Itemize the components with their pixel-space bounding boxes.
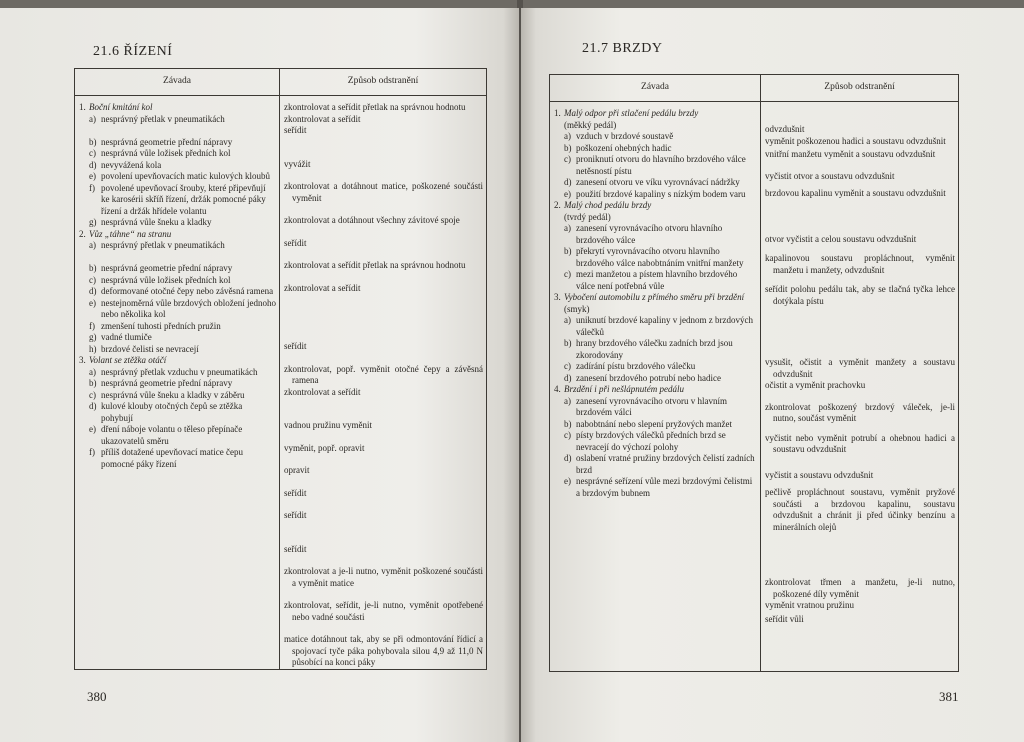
fault-marker: h) — [89, 343, 97, 354]
remedy-item: seřídit — [284, 125, 307, 135]
fault-item — [550, 154, 760, 177]
fault-text: nabobtnání nebo slepení pryžových manžet — [576, 418, 732, 429]
fault-marker: c) — [89, 274, 96, 285]
fault-text: nesprávný přetlak v pneumatikách — [101, 240, 225, 250]
remedy-item: vyčistit a soustavu odvzdušnit — [765, 469, 874, 480]
fault-text: Volant se ztěžka otáčí — [89, 355, 167, 365]
fault-text: nestejnoměrná vůle brzdových obložení jednoho nebo několika kol — [101, 297, 276, 319]
fault-item — [550, 177, 760, 189]
remedy-item: zkontrolovat a dotáhnout všechny závitové spoje — [284, 215, 460, 225]
fault-text: vzduch v brzdové soustavě — [576, 131, 674, 141]
fault-marker: c) — [89, 389, 96, 400]
fault-marker: 3. — [554, 292, 561, 302]
remedy-item: zkontrolovat a dotáhnout matice, poškozené součásti vyměnit — [284, 181, 483, 203]
fault-text: (měkký pedál) — [564, 119, 617, 130]
fault-text: příliš dotažené upevňovací matice čepu pomocné páky řízení — [101, 447, 243, 469]
fault-section-heading — [550, 200, 760, 212]
fault-item — [550, 223, 760, 246]
fault-item — [75, 137, 279, 149]
remedy-item: seřídit polohu pedálu tak, aby se tlačná tyčka lehce dotýkala pístu — [765, 284, 955, 306]
page-number-right: 381 — [939, 689, 959, 704]
fault-item — [75, 367, 279, 379]
fault-marker: 2. — [79, 228, 86, 239]
fault-item — [550, 246, 760, 269]
fault-item — [75, 401, 279, 424]
fault-item — [75, 160, 279, 172]
fault-text: (smyk) — [564, 303, 590, 314]
remedy-item: zkontrolovat a seřídit přetlak na správnou hodnotu — [284, 102, 466, 112]
page-number-left: 380 — [87, 689, 107, 704]
fault-item — [75, 183, 279, 218]
fault-text: písty brzdových válečků předních brzd se nevracejí do výchozí polohy — [576, 430, 726, 452]
fault-section-heading — [550, 384, 760, 396]
remedy-item: seřídit — [284, 237, 307, 248]
fault-text: oslabení vratné pružiny brzdových čelistí zadních brzd — [576, 453, 755, 475]
remedy-item: zkontrolovat poškozený brzdový váleček, je-li nutno, součást vyměnit — [765, 401, 955, 423]
remedy-item: zkontrolovat, seřídit, je-li nutno, vyměnit opotřebené nebo vadné součásti — [284, 600, 483, 622]
section-title-steering: 21.6 ŘÍZENÍ — [93, 44, 173, 59]
fault-item — [75, 125, 279, 137]
fault-text: mezi manžetou a pístem hlavního brzdového válce není potřebná vůle — [576, 269, 738, 291]
fault-item — [75, 447, 279, 470]
fault-text: nesprávná vůle ložisek předních kol — [101, 148, 231, 158]
fault-item — [75, 171, 279, 183]
fault-marker: b) — [564, 246, 572, 256]
remedy-item: pečlivě propláchnout soustavu, vyměnit pryžové součásti a brzdovou kapalinu, soustavu odvzdušnit a chránit ji před účinky benzínu a minerálních olejů — [765, 487, 955, 532]
fault-marker: b) — [564, 338, 572, 348]
remedy-item: vadnou pružinu vyměnit — [284, 420, 372, 430]
fault-column — [550, 102, 761, 672]
col-header-fault: Závada — [550, 75, 761, 102]
remedy-item: opravit — [284, 465, 310, 475]
fault-text: uniknutí brzdové kapaliny v jednom z brzdových válečků — [576, 315, 753, 337]
col-header-fault: Závada — [75, 69, 280, 96]
fault-section-heading — [75, 355, 279, 367]
fault-item — [75, 217, 279, 229]
fault-item — [75, 424, 279, 447]
fault-section-heading — [75, 102, 279, 114]
fault-marker: b) — [564, 418, 572, 429]
section-title-brakes: 21.7 BRZDY — [582, 41, 663, 56]
fault-item — [550, 419, 760, 431]
fault-text: vadné tlumiče — [101, 332, 152, 342]
remedy-item: vnitřní manžetu vyměnit a soustavu odvzdušnit — [765, 149, 936, 159]
fault-marker: g) — [89, 332, 97, 342]
remedy-item: seřídit — [284, 543, 307, 554]
fault-marker: 1. — [79, 102, 86, 112]
remedy-item: otvor vyčistit a celou soustavu odvzdušnit — [765, 233, 917, 244]
remedy-item: matice dotáhnout tak, aby se při odmontování řídicí a spojovací tyče páka pohybovala silou 4,9 až 11,0 N působící na konci páky — [284, 634, 483, 667]
fault-text: nesprávný přetlak vzduchu v pneumatikách — [101, 366, 258, 377]
fault-text: překrytí vyrovnávacího otvoru hlavního brzdového válce nabobtnáním vnitřní manžety — [576, 246, 744, 268]
fault-marker: f) — [89, 182, 95, 193]
fault-item — [75, 148, 279, 160]
remedy-item: zkontrolovat třmen a manžetu, je-li nutno, poškozené díly vyměnit — [765, 577, 955, 599]
fault-text: Brzdění i při nešlápnutém pedálu — [564, 384, 684, 394]
fault-item — [550, 269, 760, 292]
fault-marker: c) — [564, 361, 571, 371]
remedy-item: zkontrolovat, popř. vyměnit otočné čepy a závěsná ramena — [284, 363, 483, 385]
fault-item — [550, 304, 760, 316]
fault-marker: a) — [564, 315, 571, 325]
fault-marker: c) — [564, 430, 571, 440]
fault-marker: b) — [89, 263, 97, 273]
remedy-item: zkontrolovat a seřídit — [284, 113, 361, 124]
fault-item — [75, 332, 279, 344]
fault-marker: b) — [564, 142, 572, 153]
fault-marker: f) — [89, 320, 95, 331]
remedy-item: kapalinovou soustavu propláchnout, vyměnit manžetu i manžety, odvzdušnit — [765, 253, 955, 275]
fault-item — [75, 344, 279, 356]
fault-item — [75, 298, 279, 321]
fault-text: povolené upevňovací šrouby, které připevňují ke karosérii skříň řízení, držák pomocné páky řízení a držák hřídele volantu — [101, 182, 266, 216]
remedy-item: odvzdušnit — [765, 124, 805, 134]
fault-text: Malý chod pedálu brzdy — [564, 200, 652, 210]
fault-marker: a) — [564, 223, 571, 233]
fault-text: (tvrdý pedál) — [564, 211, 611, 222]
remedy-item: brzdovou kapalinu vyměnit a soustavu odvzdušnit — [765, 188, 946, 198]
fault-marker: d) — [89, 286, 97, 296]
fault-item — [550, 143, 760, 155]
fault-text: Vybočení automobilu z přímého směru při brzdění — [564, 292, 745, 302]
fault-text: brzdové čelisti se nevracejí — [101, 343, 199, 354]
page-left — [0, 8, 519, 742]
fault-text: zanesení vyrovnávacího otvoru hlavního brzdového válce — [576, 223, 723, 245]
remedy-item: seřídit — [284, 487, 307, 498]
fault-text: zanesení vyrovnávacího otvoru v hlavním brzdovém válci — [576, 395, 727, 417]
fault-text: proniknutí otvoru do hlavního brzdového válce netěsností pístu — [576, 154, 746, 176]
remedy-item: zkontrolovat a seřídit přetlak na správnou hodnotu — [284, 260, 466, 270]
fault-text: poškození ohebných hadic — [576, 142, 672, 153]
fault-text: hrany brzdového válečku zadních brzd jsou zkorodovány — [576, 338, 733, 360]
fault-marker: c) — [89, 148, 96, 158]
fault-item — [75, 275, 279, 287]
remedy-item: vysušit, očistit a vyměnit manžety a soustavu odvzdušnit — [765, 357, 955, 379]
fault-marker: b) — [89, 378, 97, 388]
remedy-item: seřídit — [284, 510, 307, 520]
fault-text: Boční kmitání kol — [89, 102, 153, 112]
fault-marker: 4. — [554, 384, 561, 394]
fault-text: nesprávná geometrie přední nápravy — [101, 378, 233, 388]
fault-item — [75, 286, 279, 298]
fault-marker: e) — [89, 424, 96, 434]
fault-text: nesprávná vůle ložisek předních kol — [101, 274, 231, 285]
fault-marker: 2. — [554, 200, 561, 210]
fault-text: nevyvážená kola — [101, 159, 162, 170]
fault-marker: g) — [89, 217, 97, 227]
remedy-item: zkontrolovat a je-li nutno, vyměnit poškozené součásti a vyměnit matice — [284, 566, 483, 588]
fault-item — [550, 430, 760, 453]
fault-text: zanesení brzdového potrubí nebo hadice — [576, 372, 721, 383]
fault-marker: d) — [89, 159, 97, 170]
fault-section-heading — [550, 292, 760, 304]
remedy-item: seřídit vůli — [765, 613, 804, 624]
fault-text: použití brzdové kapaliny s nízkým bodem varu — [576, 188, 746, 199]
page-right — [521, 8, 1024, 742]
remedy-column — [761, 102, 959, 672]
fault-item — [75, 114, 279, 126]
remedy-item: vyměnit, popř. opravit — [284, 442, 365, 453]
fault-marker: c) — [564, 269, 571, 279]
fault-text: kulové klouby otočných čepů se ztěžka pohybují — [101, 401, 243, 423]
fault-item — [550, 396, 760, 419]
fault-item — [550, 120, 760, 132]
fault-text: deformované otočné čepy nebo závěsná ramena — [101, 286, 274, 296]
remedy-item: vyvážit — [284, 158, 311, 169]
fault-marker: a) — [89, 240, 96, 250]
fault-marker: d) — [564, 177, 572, 187]
remedy-item: vyměnit poškozenou hadici a soustavu odvzdušnit — [765, 135, 946, 146]
col-header-remedy: Způsob odstranění — [280, 69, 487, 96]
remedy-item: zkontrolovat a seřídit — [284, 386, 361, 397]
fault-item — [550, 189, 760, 201]
fault-text: nesprávná vůle šneku a kladky v záběru — [101, 389, 245, 400]
fault-item — [75, 240, 279, 252]
fault-text: zadírání pístu brzdového válečku — [576, 361, 696, 371]
table-brakes — [549, 74, 959, 672]
fault-marker: d) — [564, 372, 572, 383]
fault-item — [550, 373, 760, 385]
fault-item — [550, 338, 760, 361]
fault-text: povolení upevňovacích matic kulových kloubů — [101, 171, 270, 181]
fault-marker: e) — [564, 476, 571, 486]
remedy-item: vyměnit vratnou pružinu — [765, 600, 854, 610]
fault-text: Malý odpor při stlačení pedálu brzdy — [564, 108, 699, 118]
fault-section-heading — [550, 108, 760, 120]
remedy-item: vyčistit nebo vyměnit potrubí a ohebnou hadici a soustavu odvzdušnit — [765, 432, 955, 454]
fault-marker: a) — [89, 366, 96, 377]
fault-text: dření náboje volantu o těleso přepínače ukazovatelů směru — [101, 424, 243, 446]
remedy-item: očistit a vyměnit prachovku — [765, 380, 866, 390]
fault-text — [101, 125, 103, 135]
table-steering — [74, 68, 487, 670]
fault-marker: f) — [89, 447, 95, 457]
fault-item — [75, 390, 279, 402]
fault-item — [75, 263, 279, 275]
fault-marker: 1. — [554, 108, 561, 118]
fault-text — [101, 252, 103, 262]
fault-marker: e) — [89, 297, 96, 308]
fault-item — [75, 252, 279, 264]
fault-item — [550, 131, 760, 143]
fault-item — [75, 378, 279, 390]
fault-marker: a) — [89, 113, 96, 124]
fault-item — [550, 453, 760, 476]
fault-column — [75, 96, 280, 669]
fault-item — [75, 321, 279, 333]
fault-marker: a) — [564, 395, 571, 406]
fault-item — [550, 361, 760, 373]
fault-item — [550, 315, 760, 338]
fault-marker: a) — [564, 131, 571, 141]
fault-text: Vůz „táhne“ na stranu — [89, 228, 172, 239]
remedy-item: seřídit — [284, 341, 307, 351]
fault-marker: c) — [564, 154, 571, 164]
remedy-item: vyčistit otvor a soustavu odvzdušnit — [765, 170, 895, 181]
fault-text: nesprávný přetlak v pneumatikách — [101, 113, 225, 124]
fault-text: nesprávná vůle šneku a kladky — [101, 217, 212, 227]
col-header-remedy: Způsob odstranění — [761, 75, 959, 102]
fault-section-heading — [75, 229, 279, 241]
fault-marker: d) — [89, 401, 97, 411]
fault-text: nesprávné seřízení vůle mezi brzdovými čelistmi a brzdovým bubnem — [576, 476, 753, 498]
remedy-item: zkontrolovat a seřídit — [284, 282, 361, 293]
fault-marker: b) — [89, 136, 97, 147]
fault-marker: d) — [564, 453, 572, 463]
fault-marker: e) — [89, 171, 96, 181]
fault-item — [550, 476, 760, 499]
fault-marker: 3. — [79, 355, 86, 365]
fault-text: nesprávná geometrie přední nápravy — [101, 263, 233, 273]
fault-text: zmenšení tuhosti předních pružin — [101, 320, 221, 331]
fault-text: nesprávná geometrie přední nápravy — [101, 136, 233, 147]
fault-marker: e) — [564, 188, 571, 199]
fault-item — [550, 212, 760, 224]
remedy-column — [280, 96, 487, 669]
fault-text: zanesení otvoru ve víku vyrovnávací nádržky — [576, 177, 740, 187]
